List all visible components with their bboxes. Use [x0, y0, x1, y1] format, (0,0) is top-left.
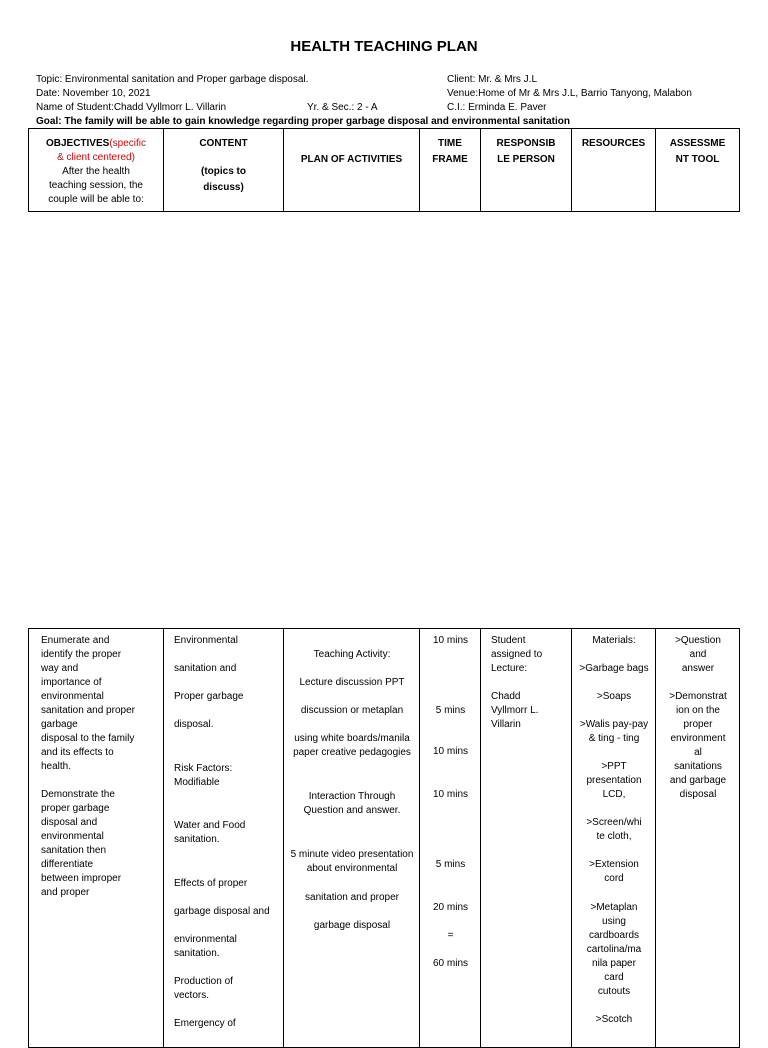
responsible-line: Lecture:: [491, 663, 528, 674]
time-frame-value: 10 mins: [432, 746, 468, 757]
objective-line: sanitation and proper: [41, 705, 135, 716]
objective-line: disposal and: [41, 817, 98, 828]
content-line: vectors.: [174, 990, 210, 1001]
responsible-label-1: RESPONSIB: [496, 138, 556, 149]
assessment-label-1: ASSESSME: [669, 138, 726, 149]
objective-line: identify the proper: [41, 649, 122, 660]
objectives-sub-3: couple will be able to:: [48, 194, 144, 205]
responsible-line: Chadd: [491, 691, 521, 702]
resources-header: [572, 129, 656, 212]
topic-line: Topic: Environmental sanitation and Proper garbage disposal.: [36, 74, 309, 85]
resource-line: card: [604, 972, 624, 983]
assessment-label-2: NT TOOL: [675, 154, 720, 165]
ci-line: C.I.: Erminda E. Paver: [447, 102, 547, 113]
time-frame-value: =: [447, 930, 454, 941]
time-frame-value: 10 mins: [432, 789, 468, 800]
content-line: Production of: [174, 976, 233, 987]
activities-label: PLAN OF ACTIVITIES: [300, 154, 403, 165]
client-line: Client: Mr. & Mrs J.L: [447, 74, 538, 85]
objective-line: Demonstrate the: [41, 789, 115, 800]
content-line: sanitation.: [174, 948, 220, 959]
time-frame-value: 60 mins: [432, 958, 468, 969]
resource-line: >Extension: [589, 859, 639, 870]
activity-line: paper creative pedagogies: [293, 747, 411, 758]
responsible-line: Vyllmorr L.: [491, 705, 539, 716]
content-line: Environmental: [174, 635, 238, 646]
content-line: Proper garbage: [174, 691, 244, 702]
content-line: Modifiable: [174, 777, 220, 788]
resource-line: presentation: [586, 775, 642, 786]
time-header: [420, 129, 481, 212]
plan-body-table: [28, 628, 740, 1048]
activity-line: using white boards/manila: [294, 733, 410, 744]
content-line: Risk Factors:: [174, 763, 233, 774]
resource-line: >Screen/whi: [586, 817, 642, 828]
objective-line: environmental: [41, 691, 104, 702]
activities-header: [284, 129, 420, 212]
objective-line: way and: [41, 663, 79, 674]
content-line: Effects of proper: [174, 878, 248, 889]
resource-line: >Garbage bags: [579, 663, 649, 674]
activity-line: Lecture discussion PPT: [299, 677, 405, 688]
assessment-line: answer: [681, 663, 715, 674]
responsible-line: assigned to: [491, 649, 543, 660]
resources-cell: [572, 629, 656, 1048]
resource-line: nila paper: [592, 958, 636, 969]
resource-line: cord: [604, 873, 624, 884]
objective-line: health.: [41, 761, 72, 772]
resource-line: >Soaps: [596, 691, 632, 702]
time-label-2: FRAME: [432, 154, 468, 165]
objectives-note-1: (specific: [109, 138, 147, 149]
content-header: [164, 129, 284, 212]
time-label-1: TIME: [438, 138, 462, 149]
time-frame-value: 20 mins: [432, 902, 468, 913]
time-frame-cell: [420, 629, 481, 1048]
page-title: HEALTH TEACHING PLAN: [290, 38, 478, 55]
assessment-line: sanitations: [674, 761, 722, 772]
assessment-line: >Question: [675, 635, 721, 646]
resource-line: Materials:: [592, 635, 636, 646]
time-frame-value: 5 mins: [435, 705, 466, 716]
activity-line: Teaching Activity:: [313, 649, 391, 660]
objectives-cell: [29, 629, 164, 1048]
resource-line: >Walis pay-pay: [579, 719, 649, 730]
objectives-label: OBJECTIVES: [45, 138, 110, 149]
date-line: Date: November 10, 2021: [36, 88, 151, 99]
objectives-header: [29, 129, 164, 212]
objectives-sub-1: After the health: [62, 166, 130, 177]
activity-line: garbage disposal: [313, 920, 391, 931]
activity-line: Question and answer.: [303, 805, 401, 816]
objective-line: and its effects to: [41, 747, 114, 758]
objective-line: importance of: [41, 677, 102, 688]
activities-cell: [284, 629, 420, 1048]
assessment-line: ion on the: [676, 705, 720, 716]
assessment-line: proper: [683, 719, 713, 730]
objective-line: proper garbage: [41, 803, 110, 814]
content-label: CONTENT: [199, 138, 248, 149]
resource-line: LCD,: [602, 789, 626, 800]
assessment-line: al: [694, 747, 702, 758]
objective-line: between improper: [41, 873, 122, 884]
year-section-line: Yr. & Sec.: 2 - A: [307, 102, 378, 113]
objective-line: and proper: [41, 887, 90, 898]
responsible-line: Student: [491, 635, 526, 646]
plan-header-table: [28, 128, 740, 212]
resources-label: RESOURCES: [581, 138, 646, 149]
objective-line: differentiate: [41, 859, 94, 870]
responsible-line: Villarin: [491, 719, 521, 730]
content-line: sanitation and: [174, 663, 237, 674]
resource-line: cardboards: [588, 930, 640, 941]
objectives-sub-2: teaching session, the: [49, 180, 143, 191]
content-line: garbage disposal and: [174, 906, 270, 917]
resource-line: >PPT: [601, 761, 627, 772]
resource-line: te cloth,: [596, 831, 632, 842]
responsible-header: [481, 129, 572, 212]
resource-line: using: [602, 916, 626, 927]
student-line: Name of Student:Chadd Vyllmorr L. Villarin: [36, 102, 227, 113]
objective-line: Enumerate and: [41, 635, 110, 646]
activity-line: about environmental: [306, 863, 398, 874]
goal-line: Goal: The family will be able to gain knowledge regarding proper garbage disposal and environmental sanitation: [36, 116, 570, 127]
content-sub-2: discuss): [203, 182, 244, 193]
content-line: Water and Food: [174, 820, 246, 831]
content-line: Emergency of: [174, 1018, 236, 1029]
assessment-line: and: [689, 649, 707, 660]
responsible-cell: [481, 629, 572, 1048]
resource-line: cartolina/ma: [586, 944, 642, 955]
objective-line: garbage: [41, 719, 78, 730]
content-line: disposal.: [174, 719, 214, 730]
content-line: sanitation.: [174, 834, 220, 845]
time-frame-value: 10 mins: [432, 635, 468, 646]
time-frame-value: 5 mins: [435, 859, 466, 870]
activity-line: Interaction Through: [308, 791, 396, 802]
objectives-note-2: & client centered): [57, 152, 135, 163]
objective-line: disposal to the family: [41, 733, 135, 744]
content-sub-1: (topics to: [201, 166, 246, 177]
objective-line: environmental: [41, 831, 104, 842]
assessment-line: disposal: [679, 789, 717, 800]
resource-line: >Scotch: [595, 1014, 633, 1025]
resource-line: & ting - ting: [588, 733, 640, 744]
assessment-line: environment: [670, 733, 726, 744]
assessment-line: and garbage: [669, 775, 727, 786]
activity-line: sanitation and proper: [305, 892, 399, 903]
objective-line: sanitation then: [41, 845, 107, 856]
content-line: environmental: [174, 934, 237, 945]
responsible-label-2: LE PERSON: [497, 154, 555, 165]
activity-line: discussion or metaplan: [300, 705, 404, 716]
activity-line: 5 minute video presentation: [290, 849, 414, 860]
content-cell: [164, 629, 284, 1048]
assessment-line: >Demonstrat: [669, 691, 727, 702]
resource-line: >Metaplan: [590, 902, 638, 913]
resource-line: cutouts: [597, 986, 631, 997]
venue-line: Venue:Home of Mr & Mrs J.L, Barrio Tanyong, Malabon: [447, 88, 692, 99]
assessment-cell: [656, 629, 740, 1048]
assessment-header: [656, 129, 740, 212]
